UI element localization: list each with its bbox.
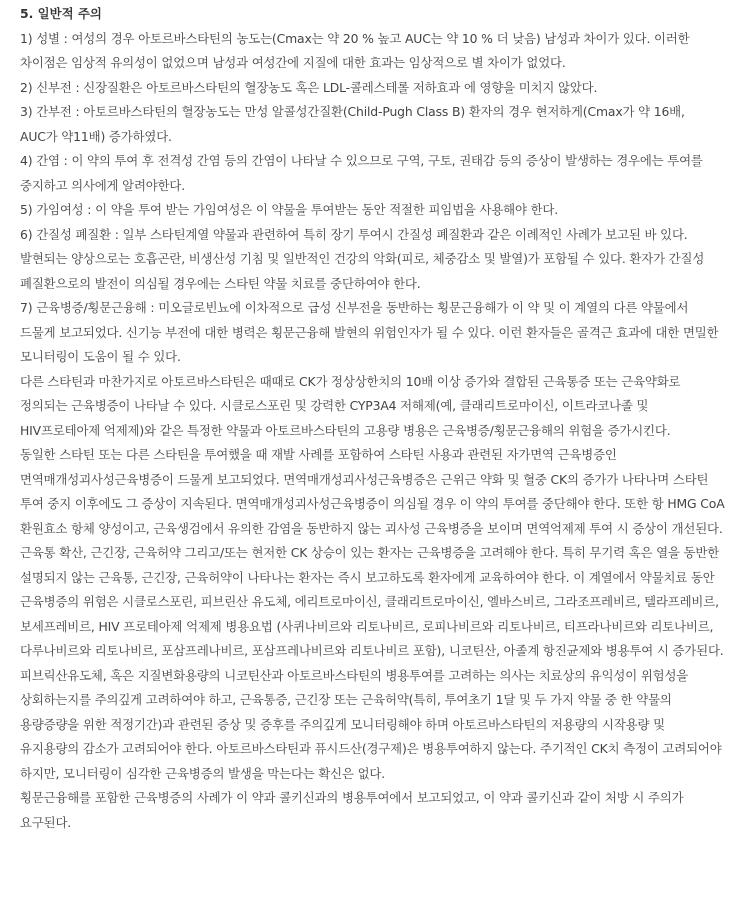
paragraph-interstitial-lung-disease: 6) 간질성 폐질환 : 일부 스타틴계열 약물과 관련하여 특히 장기 투여시 간질성 폐질환과 같은 이례적인 사례가 보고된 바 있다. 발현되는 양상으로는 호흡곤란, 비생산성 기침 및 일반적인 건강의 악화(피로, 체중감소 및 발열)가 포함될 수 있다. 환자가 간질성 폐질환으로의 발전이 의심될 경우에는 스타틴 약물 치료를 중단하여야 한다. — [20, 226, 705, 291]
paragraph-immune-mediated-myopathy: 동일한 스타틴 또는 다른 스타틴을 투여했을 때 재발 사례를 포함하여 스타틴 사용과 관련된 자가면역 근육병증인 면역매개성괴사성근육병증이 드물게 보고되었다. 면역매개성괴사성근육병증은 근위근 약화 및 혈중 CK의 증가가 나타나며 스타틴 투여 중지 이후에도 그 증상이 지속된다. 면역매개성괴사성근육병증이 의심될 경우 이 약의 투여를 중단해야 한다. 또한 항 HMG CoA 환원효소 항체 양성이고, 근육생검에서 유의한 감염을 동반하지 않는 괴사성 근육병증을 보이며 면역억제제 투여 시 증상이 개선된다. — [20, 447, 725, 536]
paragraph-women-of-childbearing-age: 5) 가임여성 : 이 약을 투여 받는 가임여성은 이 약물을 투여받는 동안 적절한 피임법을 사용해야 한다. — [20, 202, 559, 217]
paragraph-myopathy-rhabdomyolysis: 7) 근육병증/횡문근융해 : 미오글로빈뇨에 이차적으로 급성 신부전을 동반하는 횡문근융해가 이 약 및 이 계열의 다른 약물에서 드물게 보고되었다. 신기능 부전에 대한 병력은 횡문근융해 발현의 위험인자가 될 수 있다. 이런 환자들은 골격근 효과에 대한 면밀한 모니터링이 도움이 될 수 있다. — [20, 300, 719, 364]
section-title: 5. 일반적 주의 — [20, 6, 102, 21]
paragraph-renal-failure: 2) 신부전 : 신장질환은 아토르바스타틴의 혈장농도 혹은 LDL-콜레스테롤 저하효과 에 영향을 미치지 않았다. — [20, 79, 598, 95]
paragraph-hepatitis: 4) 간염 : 이 약의 투여 후 전격성 간염 등의 간염이 나타날 수 있으므로 구역, 구토, 권태감 등의 증상이 발생하는 경우에는 투여를 중지하고 의사에게 알려야한다. — [20, 153, 703, 193]
paragraph-myopathy-risk-statins: 다른 스타틴과 마찬가지로 아토르바스타틴은 때때로 CK가 정상상한치의 10배 이상 증가와 결합된 근육통증 또는 근육약화로 정의되는 근육병증이 나타날 수 있다. 시클로스포린 및 강력한 CYP3A4 저해제(예, 클래리트로마이신, 이트라코나졸 및 HIV프로테아제 억제제)와 같은 특정한 약물과 아토르바스타틴의 고용량 병용은 근육병증/횡문근융해의 위험을 증가시킨다. — [20, 373, 681, 438]
paragraph-colchicine: 횡문근융해를 포함한 근육병증의 사례가 이 약과 콜키신과의 병용투여에서 보고되었고, 이 약과 콜키신과 같이 처방 시 주의가 요구된다. — [20, 790, 684, 830]
paragraph-hepatic-failure: 3) 간부전 : 아토르바스타틴의 혈장농도는 만성 알콜성간질환(Child-Pugh Class B) 환자의 경우 현저하게(Cmax가 약 16배, AUC가 약11배) 증가하였다. — [20, 104, 685, 144]
paragraph-myopathy-monitoring: 근육통 확산, 근긴장, 근육허약 그리고/또는 현저한 CK 상승이 있는 환자는 근육병증을 고려해야 한다. 특히 무기력 혹은 열을 동반한 설명되지 않는 근육통, 근긴장, 근육허약이 나타나는 환자는 즉시 보고하도록 환자에게 교육하여야 한다. 이 계열에서 약물치료 동안 근육병증의 위험은 시클로스포린, 피브린산 유도체, 에리트로마이신, 클래리트로마이신, 엘바스비르, 그라조프레비르, 텔라프레비르, 보세프레비르, HIV 프로테아제 억제제 병용요법 (사퀴나비르와 리토나비르, 로피나비르와 리토나비르, 티프라나비르와 리토나비르, 다루나비르와 리토나비르, 포삼프레나비르, 포삼프레나비르와 리토나비르 포함), 니코틴산, 아졸계 항진균제와 병용투여 시 증가된다. 피브릭산유도체, 혹은 지질변화용량의 니코틴산과 아토르바스타틴의 병용투여를 고려하는 의사는 치료상의 유익성이 위험성을 상회하는지를 주의깊게 고려하여야 하고, 근육통증, 근긴장 또는 근육허약(특히, 투여초기 1달 및 두 가지 약물 중 한 약물의 용량증량을 위한 적정기간)과 관련된 증상 및 증후를 주의깊게 모니터링해야 하며 아토르바스타틴의 저용량의 시작용량 및 유지용량의 감소가 고려되어야 한다. 아토르바스타틴과 퓨시드산(경구제)은 병용투여하지 않는다. 주기적인 CK치 측정이 고려되어야 하지만, 모니터링이 심각한 근육병증의 발생을 막는다는 확신은 없다. — [20, 545, 724, 781]
paragraph-gender: 1) 성별 : 여성의 경우 아토르바스타틴의 농도는(Cmax는 약 20 % 높고 AUC는 약 10 % 더 낮음) 남성과 차이가 있다. 이러한 차이점은 임상적 유의성이 없었으며 남성과 여성간에 지질에 대한 효과는 임상적으로 별 차이가 없었다. — [20, 30, 690, 70]
